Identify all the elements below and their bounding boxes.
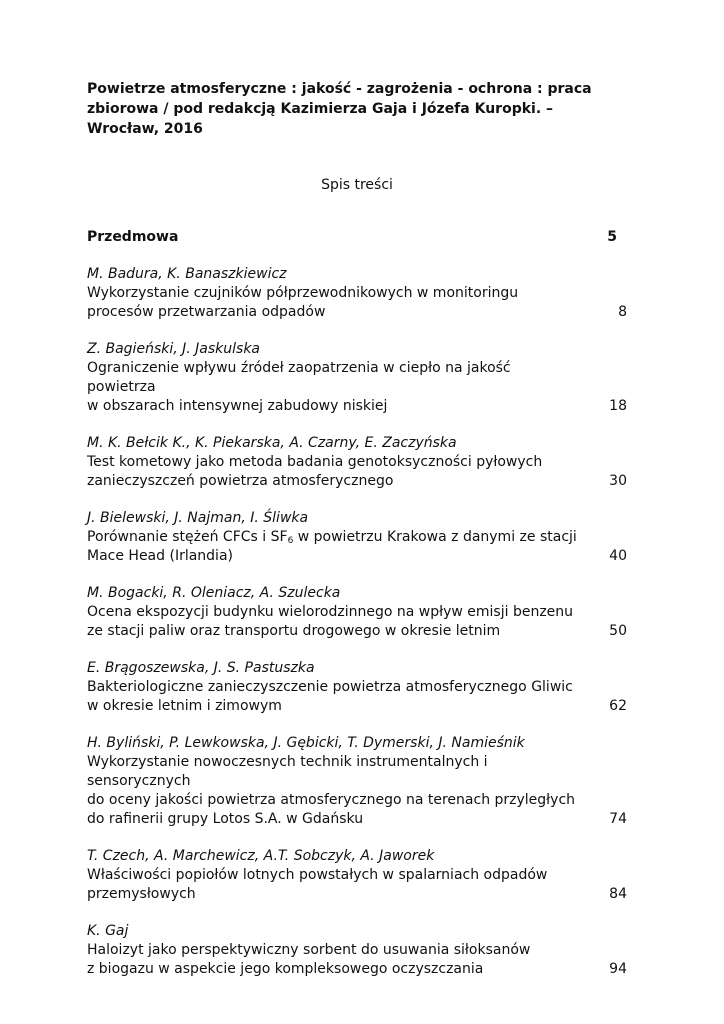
entry-title-line: procesów przetwarzania odpadów <box>87 304 326 320</box>
entry-title-line <box>87 528 577 547</box>
toc-entry <box>87 584 627 641</box>
entry-title <box>87 359 577 416</box>
entry-title-line: Ocena ekspozycji budynku wielorodzinnego na wpływ emisji benzenu <box>87 604 574 620</box>
entry-title <box>87 866 577 904</box>
entry-title <box>87 678 577 716</box>
book-title: Powietrze atmosferyczne : jakość - zagrożenia - ochrona : praca zbiorowa / pod redakcją Kazimierza Gaja i Józefa Kuropki. – Wrocław, 2016 <box>87 81 592 137</box>
entry-title <box>87 453 577 491</box>
entry-page-number: 94 <box>609 961 627 977</box>
entry-page-number: 40 <box>609 548 627 564</box>
entry-title-text: w powietrzu Krakowa z danymi ze stacji <box>293 529 577 545</box>
entry-authors: M. Badura, K. Banaszkiewicz <box>87 266 287 282</box>
entry-authors: E. Brągoszewska, J. S. Pastuszka <box>87 660 315 676</box>
entry-page-number: 30 <box>609 473 627 489</box>
entry-title-line: zanieczyszczeń powietrza atmosferycznego <box>87 473 394 489</box>
toc-heading: Spis treści <box>321 177 393 193</box>
toc-entry <box>87 847 627 904</box>
entry-authors: M. Bogacki, R. Oleniacz, A. Szulecka <box>87 585 341 601</box>
preface-page-number: 5 <box>607 229 617 245</box>
entry-title-line: Bakteriologiczne zanieczyszczenie powietrza atmosferycznego Gliwic <box>87 679 573 695</box>
entry-page-number: 84 <box>609 886 627 902</box>
entry-page-number: 8 <box>618 304 627 320</box>
entry-authors: M. K. Bełcik K., K. Piekarska, A. Czarny, E. Zaczyńska <box>87 435 457 451</box>
entry-title-line: do rafinerii grupy Lotos S.A. w Gdańsku <box>87 811 364 827</box>
entry-title-line: ze stacji paliw oraz transportu drogowego w okresie letnim <box>87 623 501 639</box>
toc-entry <box>87 434 627 491</box>
toc-entry <box>87 509 627 566</box>
toc-entry <box>87 340 627 416</box>
entry-title-line: Mace Head (Irlandia) <box>87 548 233 564</box>
entry-title-line: Haloizyt jako perspektywiczny sorbent do usuwania siłoksanów <box>87 942 531 958</box>
entry-authors: T. Czech, A. Marchewicz, A.T. Sobczyk, A. Jaworek <box>87 848 435 864</box>
entry-page-number: 50 <box>609 623 627 639</box>
entry-title-line: Test kometowy jako metoda badania genotoksyczności pyłowych <box>87 454 543 470</box>
preface-label: Przedmowa <box>87 229 179 245</box>
entry-title <box>87 603 577 641</box>
entry-title <box>87 753 577 829</box>
document-page <box>87 79 627 979</box>
entry-title-line: przemysłowych <box>87 886 196 902</box>
entry-title <box>87 284 577 322</box>
entry-title-line: Wykorzystanie nowoczesnych technik instrumentalnych i sensorycznych <box>87 754 488 789</box>
entry-title <box>87 941 577 979</box>
toc-entry <box>87 265 627 322</box>
entry-title-text: Porównanie stężeń CFCs i SF <box>87 529 288 545</box>
entry-page-number: 18 <box>609 398 627 414</box>
entry-title-line: w obszarach intensywnej zabudowy niskiej <box>87 398 388 414</box>
entry-authors: H. Byliński, P. Lewkowska, J. Gębicki, T. Dymerski, J. Namieśnik <box>87 735 525 751</box>
entry-title-line: Ograniczenie wpływu źródeł zaopatrzenia w ciepło na jakość powietrza <box>87 360 511 395</box>
toc-entry <box>87 922 627 979</box>
entry-title-line: Właściwości popiołów lotnych powstałych w spalarniach odpadów <box>87 867 548 883</box>
entry-authors: J. Bielewski, J. Najman, I. Śliwka <box>87 510 309 526</box>
toc-list <box>87 228 627 979</box>
toc-entry <box>87 734 627 829</box>
entry-title-line: w okresie letnim i zimowym <box>87 698 282 714</box>
entry-authors: K. Gaj <box>87 923 129 939</box>
toc-preface-row <box>87 228 627 247</box>
entry-title <box>87 528 577 566</box>
entry-title-line: Wykorzystanie czujników półprzewodnikowych w monitoringu <box>87 285 519 301</box>
entry-title-line: z biogazu w aspekcie jego kompleksowego oczyszczania <box>87 961 484 977</box>
entry-title-line: do oceny jakości powietrza atmosferycznego na terenach przyległych <box>87 792 576 808</box>
entry-page-number: 62 <box>609 698 627 714</box>
entry-authors: Z. Bagieński, J. Jaskulska <box>87 341 261 357</box>
entry-page-number: 74 <box>609 811 627 827</box>
toc-entry <box>87 659 627 716</box>
subscript-six: 6 <box>287 536 294 546</box>
